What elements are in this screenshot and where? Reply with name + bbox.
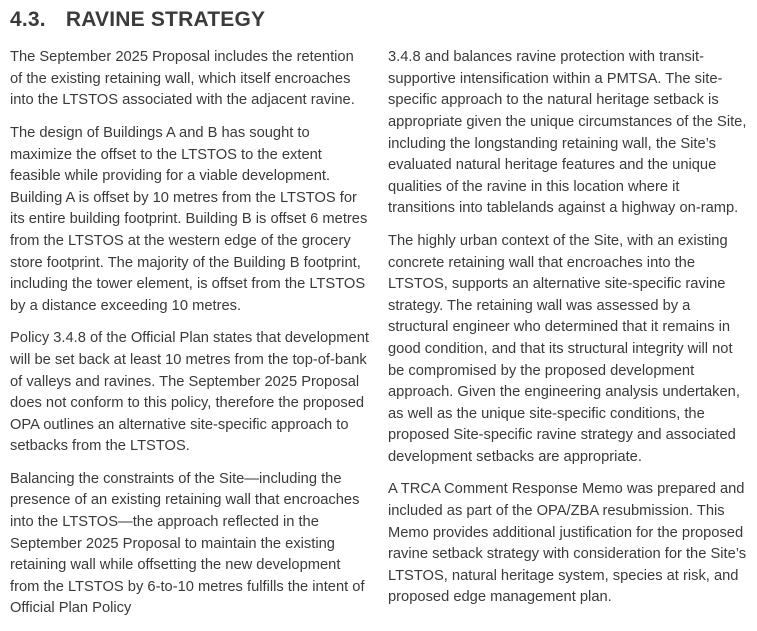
left-column	[10, 47, 369, 631]
paragraph-left-4: Balancing the constraints of the Site—including the presence of an existing retaining wall that encroaches into the LTSTOS—the approach reflected in the September 2025 Proposal to maintain the existing retaining wall while offsetting the new development from the LTSTOS by 6-to-10 metres fulfills the intent of Official Plan Policy	[10, 470, 365, 617]
paragraph-right-2: The highly urban context of the Site, with an existing concrete retaining wall that encroaches into the LTSTOS, supports an alternative site-specific ravine strategy. The retaining wall was assessed by a structural engineer who determined that it remains in good condition, and that its structural integrity will not be compromised by the proposed development approach. Given the engineering analysis undertaken, as well as the unique site-specific conditions, the proposed Site-specific ravine strategy and associated development setbacks are appropriate.	[388, 232, 740, 465]
right-column	[388, 47, 747, 620]
section-number: 4.3.	[10, 8, 46, 31]
section-title: RAVINE STRATEGY	[65, 8, 266, 31]
paragraph-left-1: The September 2025 Proposal includes the retention of the existing retaining wall, which itself encroaches into the LTSTOS associated with the adjacent ravine.	[10, 49, 355, 109]
paragraph-right-3: A TRCA Comment Response Memo was prepared and included as part of the OPA/ZBA resubmission. This Memo provides additional justification for the proposed ravine setback strategy with consideration for the Site’s LTSTOS, natural heritage system, species at risk, and proposed edge management plan.	[388, 481, 747, 606]
section-heading	[10, 7, 747, 32]
paragraph-right-1: 3.4.8 and balances ravine protection with transit-supportive intensification within a PMTSA. The site-specific approach to the natural heritage setback is appropriate given the unique circumstances of the Site, including the longstanding retaining wall, the Site’s evaluated natural heritage features and the unique qualities of the ravine in this location where it transitions into tablelands against a highway on-ramp.	[388, 49, 747, 217]
two-column-layout	[10, 47, 747, 631]
paragraph-left-3: Policy 3.4.8 of the Official Plan states that development will be set back at least 10 metres from the top-of-bank of valleys and ravines. The September 2025 Proposal does not conform to this policy, therefore the proposed OPA outlines an alternative site-specific approach to setbacks from the LTSTOS.	[10, 330, 369, 455]
paragraph-left-2: The design of Buildings A and B has sought to maximize the offset to the LTSTOS to the extent feasible while providing for a viable development. Building A is offset by 10 metres from the LTSTOS for its entire building footprint. Building B is offset 6 metres from the LTSTOS at the western edge of the grocery store footprint. The majority of the Building B footprint, including the tower element, is offset from the LTSTOS by a distance exceeding 10 metres.	[10, 124, 368, 314]
